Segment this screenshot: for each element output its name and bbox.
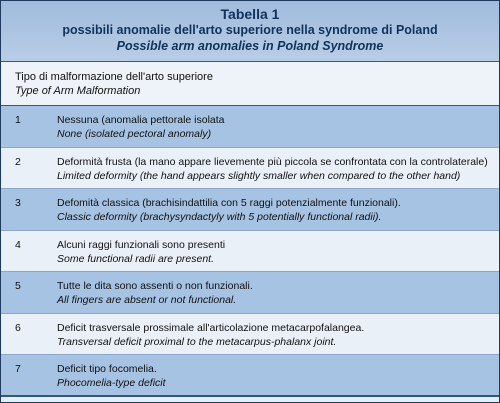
table-row [1,314,499,355]
row-text-english: None (isolated pectoral anomaly) [57,128,212,140]
row-text-english: All fingers are absent or not functional. [57,294,237,306]
column-header [1,62,499,107]
row-text-italian: Defomità classica (brachisindattilia con 5 raggi potenzialmente funzionali). [57,197,401,209]
column-header-english: Type of Arm Malformation [15,85,141,97]
row-text-english: Some functional radii are present. [57,253,215,265]
table-title: Tabella 1 [220,6,280,22]
table-row [1,189,499,231]
row-number: 5 [15,280,21,292]
row-text-english: Limited deformity (the hand appears slightly smaller when compared to the other hand) [57,170,461,182]
table-subtitle-italian: possibili anomalie dell'arto superiore nella syndrome di Poland [62,23,438,37]
row-text-italian: Deformità frusta (la mano appare lievemente più piccola se confrontata con la controlaterale) [57,156,488,168]
row-number: 6 [15,322,21,334]
table-row [1,355,499,397]
row-text-italian: Tutte le dita sono assenti o non funzionali. [57,280,253,292]
table-row [1,231,499,272]
table-row [1,272,499,314]
table-row [1,148,499,189]
row-text-italian: Nessuna (anomalia pettorale isolata [57,114,225,126]
row-text-english: Classic deformity (brachysyndactyly with 5 potentially functional radii). [57,211,382,223]
table-subtitle-english: Possible arm anomalies in Poland Syndrome [116,39,384,53]
row-text-italian: Deficit tipo focomelia. [57,363,157,375]
row-text-italian: Deficit trasversale prossimale all'articolazione metacarpofalangea. [57,322,365,334]
row-text-english: Transversal deficit proximal to the metacarpus-phalanx joint. [57,336,337,348]
row-number: 1 [15,114,21,126]
row-text-english: Phocomelia-type deficit [57,377,166,389]
row-number: 7 [15,363,21,375]
table-header [1,1,499,62]
table-row [1,106,499,148]
row-number: 2 [15,156,21,168]
column-header-italian: Tipo di malformazione dell'arto superiore [15,71,213,83]
row-number: 4 [15,239,21,251]
row-number: 3 [15,197,21,209]
row-text-italian: Alcuni raggi funzionali sono presenti [57,239,226,251]
